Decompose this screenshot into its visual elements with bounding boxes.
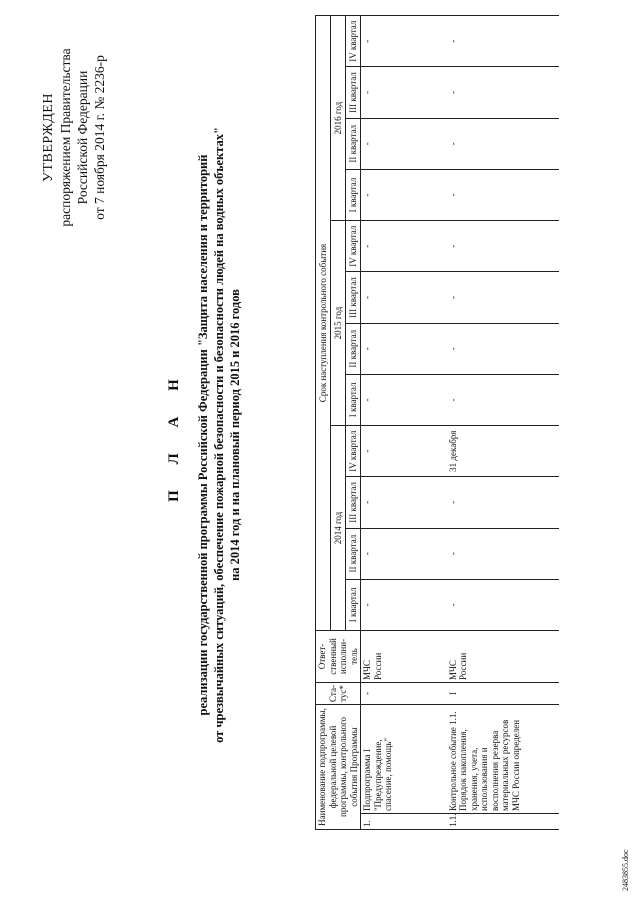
row-cell: -	[447, 169, 559, 220]
row-cell: -	[447, 323, 559, 374]
title-line: от чрезвычайных ситуаций, обеспечение пожарной безопасности и безопасности людей на водных объектах"	[212, 127, 226, 743]
row-cell: -	[361, 374, 447, 425]
file-name: 2483855.doc	[621, 849, 630, 891]
header-quarter: III квартал	[346, 67, 361, 118]
document-title	[166, 125, 243, 745]
table-row	[361, 16, 447, 830]
row-cell: -	[361, 579, 447, 630]
header-quarter: IV квартал	[346, 426, 361, 477]
row-name: Контрольное событие 1.1. Порядок накопления, хранения, учета, использования и восполнения резерва материальных ресурсов МЧС России определен	[447, 704, 559, 813]
row-cell: -	[361, 221, 447, 272]
header-quarter: III квартал	[346, 272, 361, 323]
row-cell: 31 декабря	[447, 426, 559, 477]
approval-date: от 7 ноября 2014 г. № 2236-р	[92, 55, 107, 220]
row-number: 1.1.	[447, 814, 559, 830]
header-quarter: II квартал	[346, 323, 361, 374]
header-quarter: II квартал	[346, 118, 361, 169]
header-quarter: IV квартал	[346, 221, 361, 272]
row-cell: -	[361, 16, 447, 67]
row-number: 1.	[361, 814, 447, 830]
row-status: -	[361, 682, 447, 704]
row-responsible: МЧС России	[447, 630, 559, 682]
row-cell: -	[447, 579, 559, 630]
header-quarter: I квартал	[346, 579, 361, 630]
title-line: реализации государственной программы Российской Федерации "Защита населения и территорий	[196, 154, 210, 716]
row-cell: -	[361, 426, 447, 477]
row-cell: -	[447, 528, 559, 579]
header-year: 2014 год	[331, 426, 346, 631]
header-year: 2015 год	[331, 221, 346, 426]
row-name: Подпрограмма I "Предупреждение, спасение, помощь"	[361, 704, 447, 813]
plan-table	[315, 15, 559, 830]
header-status: Ста-тус*	[316, 682, 361, 704]
row-cell: -	[447, 118, 559, 169]
row-cell: -	[447, 67, 559, 118]
table-row	[447, 16, 559, 830]
row-cell: -	[361, 477, 447, 528]
row-cell: -	[447, 374, 559, 425]
row-cell: -	[361, 169, 447, 220]
row-cell: -	[447, 477, 559, 528]
header-quarter: I квартал	[346, 169, 361, 220]
row-cell: -	[361, 67, 447, 118]
header-deadline: Срок наступления контрольного события	[316, 16, 331, 631]
header-year: 2016 год	[331, 16, 346, 221]
row-cell: -	[447, 272, 559, 323]
approval-title: УТВЕРЖДЕН	[41, 93, 56, 182]
row-cell: -	[361, 528, 447, 579]
row-status: I	[447, 682, 559, 704]
row-cell: -	[361, 323, 447, 374]
row-cell: -	[447, 221, 559, 272]
approval-line: распоряжением Правительства	[58, 48, 73, 227]
title-line: на 2014 год и на плановый период 2015 и 2016 годов	[228, 289, 242, 581]
header-responsible: Ответ-ственный исполни-тель	[316, 630, 361, 682]
approval-line: Российской Федерации	[75, 70, 90, 205]
row-cell: -	[447, 16, 559, 67]
row-cell: -	[361, 118, 447, 169]
header-quarter: I квартал	[346, 374, 361, 425]
header-quarter: IV квартал	[346, 16, 361, 67]
header-name: Наименование подпрограммы, федеральной целевой программы, контрольного события Программы	[316, 704, 361, 829]
row-cell: -	[361, 272, 447, 323]
header-quarter: III квартал	[346, 477, 361, 528]
plan-heading: П Л А Н	[166, 368, 182, 502]
approval-stamp	[40, 20, 108, 255]
row-responsible: МЧС России	[361, 630, 447, 682]
header-quarter: II квартал	[346, 528, 361, 579]
